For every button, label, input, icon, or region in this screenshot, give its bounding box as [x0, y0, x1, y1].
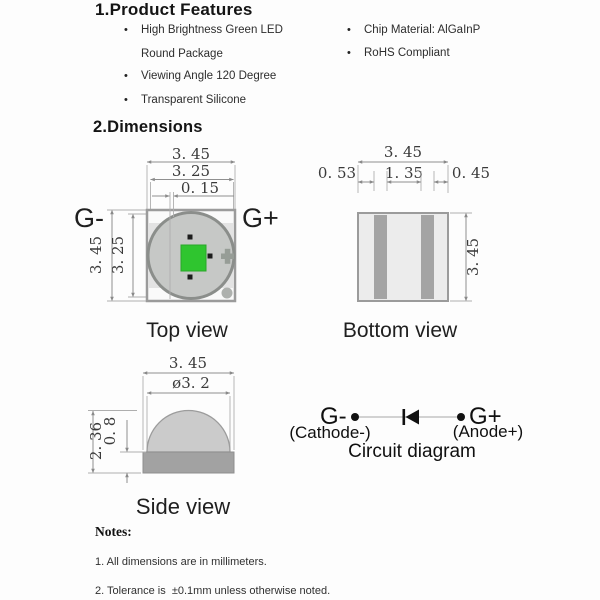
- corner-index-dot: [222, 288, 233, 299]
- side-view-base-height-dim: 0. 8: [101, 416, 119, 446]
- bond-dot: [188, 235, 193, 240]
- polarity-cross-mark: [225, 249, 231, 264]
- bullet-icon: •: [124, 24, 128, 36]
- silicone-dome: [147, 411, 230, 453]
- terminal-dot: [351, 413, 359, 421]
- package-bottom-face: [358, 213, 448, 301]
- top-view-height-inner-dim: 3. 25: [109, 235, 127, 275]
- note-item: 2. Tolerance is ±0.1mm unless otherwise noted.: [95, 585, 331, 597]
- side-view-total-height-dim: 2. 36: [87, 421, 105, 461]
- top-view-drawing: [74, 145, 279, 342]
- top-view-width-outer-dim: 3. 45: [171, 145, 211, 163]
- top-view-offset-dim: 0. 15: [180, 179, 220, 197]
- green-led-chip: [181, 245, 206, 271]
- circuit-pin-negative: G-: [320, 403, 347, 430]
- bullet-icon: •: [124, 70, 128, 82]
- anode-description: (Anode+): [452, 422, 524, 441]
- bullet-icon: •: [124, 94, 128, 106]
- dimension-drawings: [0, 135, 600, 525]
- terminal-dot: [457, 413, 465, 421]
- top-view-width-inner-dim: 3. 25: [171, 162, 211, 180]
- bottom-view-pad-center-dim: 1. 35: [384, 164, 424, 182]
- feature-item-continuation: Round Package: [141, 48, 223, 60]
- feature-item: Transparent Silicone: [141, 94, 247, 106]
- circuit-diagram: [289, 403, 523, 462]
- solder-pad-stripe: [374, 215, 387, 299]
- feature-item: Viewing Angle 120 Degree: [141, 70, 277, 82]
- feature-item: RoHS Compliant: [364, 47, 450, 59]
- circuit-pin-positive: G+: [469, 403, 502, 430]
- bottom-view-drawing: [318, 143, 490, 342]
- pin-positive-label: G+: [242, 203, 279, 233]
- feature-item: Chip Material: AlGaInP: [364, 24, 481, 36]
- bottom-view-label: Bottom view: [342, 319, 458, 342]
- package-base: [143, 452, 234, 473]
- dimensions-heading: 2.Dimensions: [93, 118, 203, 136]
- bottom-view-pad-right-dim: 0. 45: [451, 164, 491, 182]
- solder-pad-stripe: [421, 215, 434, 299]
- top-view-height-outer-dim: 3. 45: [87, 235, 105, 275]
- side-view-dome-diameter-dim: ø3. 2: [172, 374, 210, 392]
- circuit-diagram-label: Circuit diagram: [348, 441, 476, 462]
- bullet-icon: •: [347, 47, 351, 59]
- diode-symbol-icon: [406, 410, 420, 425]
- diode-cathode-bar: [403, 409, 406, 425]
- bullet-icon: •: [347, 24, 351, 36]
- top-view-label: Top view: [146, 319, 228, 342]
- side-view-drawing: [87, 354, 234, 519]
- bond-dot: [188, 275, 193, 280]
- pin-negative-label: G-: [74, 203, 104, 233]
- feature-item: High Brightness Green LED: [141, 24, 283, 36]
- bottom-view-pad-left-dim: 0. 53: [317, 164, 357, 182]
- bottom-view-height-dim: 3. 45: [464, 237, 482, 277]
- product-features-heading: 1.Product Features: [95, 0, 253, 19]
- cathode-description: (Cathode-): [289, 423, 371, 442]
- bottom-view-width-dim: 3. 45: [383, 143, 423, 161]
- note-item: 1. All dimensions are in millimeters.: [95, 556, 267, 568]
- side-view-width-dim: 3. 45: [168, 354, 208, 372]
- bond-dot: [208, 254, 213, 259]
- notes-heading: Notes:: [95, 524, 132, 539]
- side-view-label: Side view: [135, 494, 231, 519]
